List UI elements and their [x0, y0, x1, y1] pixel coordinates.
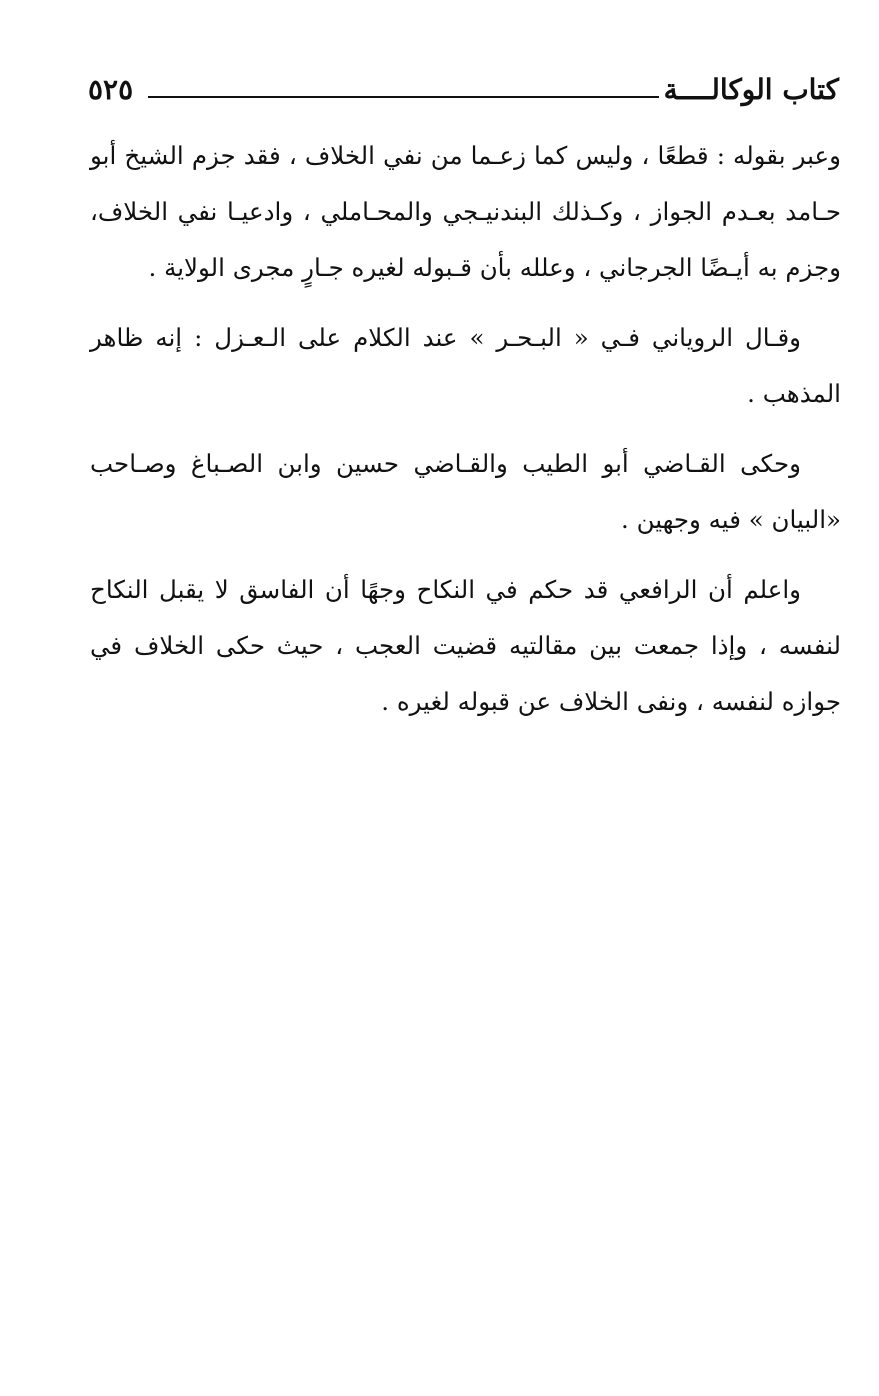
paragraph-3: وحكى القـاضي أبو الطيب والقـاضي حسين وابن الصـباغ وصـاحب «البيان » فيه وجهين . [90, 449, 841, 534]
page-body [90, 128, 841, 744]
paragraph-2: وقـال الروياني فـي « البـحـر » عند الكلام على الـعـزل : إنه ظاهر المذهب . [90, 323, 841, 408]
paragraph-1: وعبر بقوله : قطعًا ، وليس كما زعـما من نفي الخلاف ، فقد جزم الشيخ أبو حـامد بعـدم الجواز ، وكـذلك البندنيـجي والمحـاملي ، وادعيـا نفي الخلاف، وجزم به أيـضًا الجرجاني ، وعلله بأن قـبوله لغيره جـارٍ مجرى الولاية . [90, 141, 841, 282]
paragraph-4: واعلم أن الرافعي قد حكم في النكاح وجهًا أن الفاسق لا يقبل النكاح لنفسه ، وإذا جمعت بين مقالتيه قضيت العجب ، حيث حكى الخلاف في جوازه لنفسه ، ونفى الخلاف عن قبوله لغيره . [90, 575, 841, 716]
page-header [88, 70, 839, 110]
running-title: كتاب الوكالــــة [663, 73, 839, 106]
header-rule [148, 96, 659, 98]
page-number: ٥٢٥ [88, 73, 134, 106]
